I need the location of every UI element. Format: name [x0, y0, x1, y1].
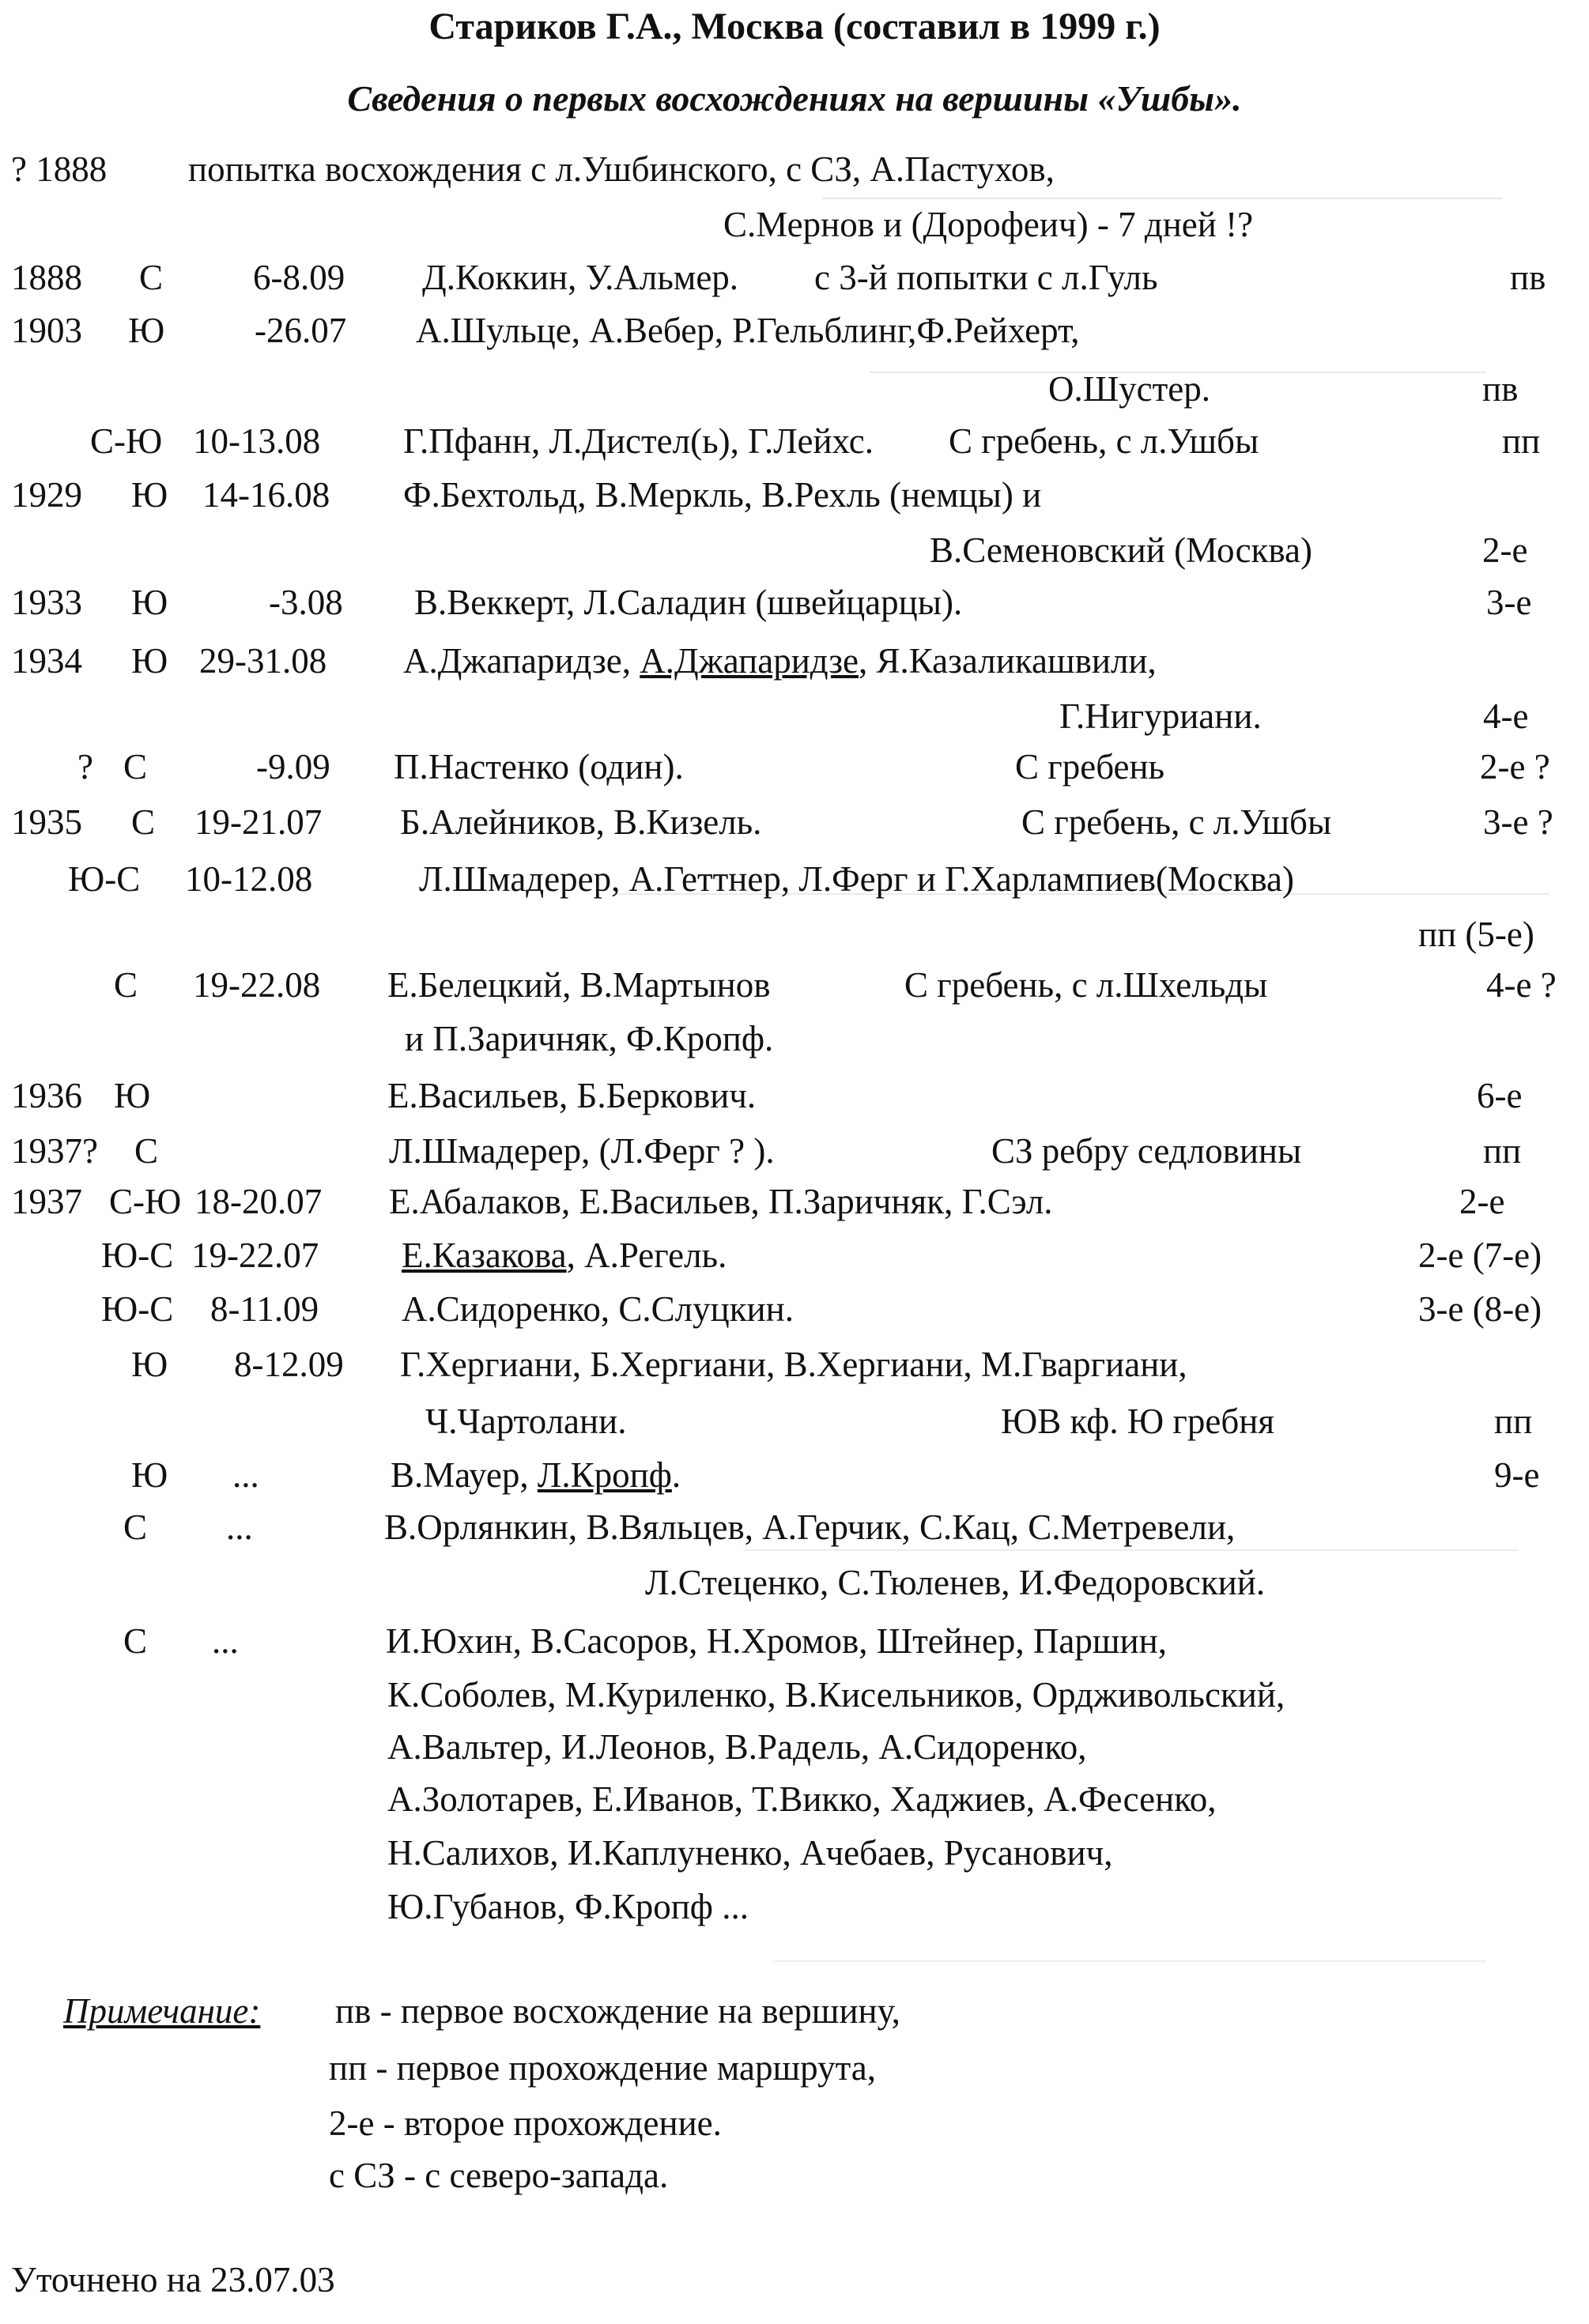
entry-names: и П.Заричняк, Ф.Кропф.	[405, 1019, 774, 1058]
footer-row	[0, 2259, 1589, 2310]
entry-route: С гребень, с л.Ушбы	[1021, 802, 1332, 842]
entry-route: ЮВ кф. Ю гребня	[1001, 1402, 1275, 1441]
entry-direction: С	[134, 1131, 159, 1171]
document-subtitle: Сведения о первых восхождениях на вершины «Ушбы».	[347, 78, 1242, 119]
note-label: Примечание:	[63, 1991, 261, 2031]
entry-names: И.Юхин, В.Сасоров, Н.Хромов, Штейнер, Паршин,	[386, 1621, 1167, 1661]
entry-names: Г.Пфанн, Л.Дистел(ь), Г.Лейхс.	[403, 421, 874, 461]
entry-row	[0, 1832, 1589, 1883]
entry-names	[403, 640, 1157, 681]
entry-year: 1933	[11, 583, 82, 622]
underlined-name: Л.Кропф	[537, 1455, 672, 1495]
footer-updated-date: Уточнено на 23.07.03	[11, 2260, 335, 2299]
entry-year: 1937	[11, 1182, 82, 1221]
entry-names: Е.Абалаков, Е.Васильев, П.Заричняк, Г.Сэл.	[389, 1182, 1053, 1221]
entry-names: А.Шульце, А.Вебер, Р.Гельблинг,Ф.Рейхерт,	[416, 311, 1080, 350]
note-row	[0, 2155, 1589, 2205]
entry-direction: Ю-С	[101, 1289, 174, 1329]
entry-mark: пп	[1494, 1402, 1533, 1441]
entry-row	[0, 421, 1589, 471]
entry-year: 1936	[11, 1076, 82, 1115]
entry-names: А.Вальтер, И.Леонов, В.Радель, А.Сидоренко,	[387, 1727, 1087, 1767]
entry-row	[0, 474, 1589, 525]
entry-names-part: А.Джапаридзе,	[403, 641, 640, 681]
entry-direction: С	[114, 965, 138, 1005]
entry-row	[0, 582, 1589, 632]
entry-row	[0, 640, 1589, 691]
entry-row	[0, 149, 1589, 199]
entry-mark: 3-е (8-е)	[1418, 1289, 1542, 1329]
entry-names: Е.Белецкий, В.Мартынов	[387, 965, 771, 1005]
entry-names: Л.Шмадерер, А.Геттнер, Л.Ферг и Г.Харлампиев(Москва)	[419, 859, 1294, 899]
entry-names: Б.Алейников, В.Кизель.	[400, 802, 762, 842]
entry-names-part: , Я.Казаликашвили,	[859, 641, 1157, 681]
entry-year: 1888	[11, 258, 82, 297]
entry-route: С гребень	[1015, 747, 1165, 787]
entry-row	[0, 1344, 1589, 1394]
entry-mark: пп	[1502, 421, 1541, 461]
entry-direction: С	[131, 802, 156, 842]
entry-direction: С-Ю	[109, 1182, 182, 1221]
entry-row	[0, 1401, 1589, 1451]
entry-year: 1929	[11, 475, 82, 515]
entry-date: 10-13.08	[193, 421, 321, 461]
entry-row	[0, 1674, 1589, 1725]
entry-row	[0, 802, 1589, 852]
entry-year: 1903	[11, 311, 82, 350]
entry-direction: С-Ю	[90, 421, 163, 461]
entry-names	[391, 1454, 681, 1496]
entry-row	[0, 1181, 1589, 1232]
entry-year: ? 1888	[11, 149, 108, 189]
entry-mark: 2-е	[1459, 1182, 1505, 1221]
entry-direction: Ю	[128, 311, 165, 350]
entry-year: ?	[77, 747, 93, 787]
entry-row	[0, 368, 1589, 419]
entry-row	[0, 257, 1589, 307]
entry-direction: Ю	[131, 1345, 168, 1384]
entry-direction: Ю	[114, 1076, 151, 1115]
entry-names: О.Шустер.	[1048, 369, 1211, 409]
entry-date: 29-31.08	[199, 641, 327, 681]
entry-direction: Ю	[131, 583, 168, 622]
entry-names: Д.Коккин, У.Альмер.	[422, 258, 739, 297]
entry-mark: 2-е ?	[1480, 747, 1550, 787]
entry-direction: С	[123, 1621, 148, 1661]
entry-year: 1935	[11, 802, 82, 842]
entry-direction: Ю	[131, 475, 168, 515]
entry-names: Н.Салихов, И.Каплуненко, Ачебаев, Русанович,	[387, 1833, 1113, 1873]
entry-direction: С	[139, 258, 164, 297]
entry-names: С.Мернов и (Дорофеич) - 7 дней !?	[723, 205, 1254, 244]
entry-date: -3.08	[269, 583, 343, 622]
entry-mark: 9-е	[1494, 1455, 1540, 1495]
entry-year: 1937?	[11, 1131, 98, 1171]
note-row	[0, 2103, 1589, 2153]
entry-names: попытка восхождения с л.Ушбинского, с СЗ, А.Пастухов,	[188, 149, 1055, 189]
note-line: пп - первое прохождение маршрута,	[329, 2048, 877, 2088]
entry-names: П.Настенко (один).	[394, 747, 684, 787]
entry-row	[0, 1507, 1589, 1557]
document-title: Стариков Г.А., Москва (составил в 1999 г.)	[428, 6, 1161, 47]
entry-row	[0, 1620, 1589, 1671]
entry-direction: С	[123, 747, 148, 787]
entry-names: Г.Нигуриани.	[1059, 696, 1262, 736]
entry-row	[0, 1886, 1589, 1937]
entry-row	[0, 310, 1589, 360]
note-line: с СЗ - с северо-запада.	[329, 2156, 669, 2195]
entry-route: с 3-й попытки с л.Гуль	[814, 258, 1158, 297]
entry-names: В.Семеновский (Москва)	[930, 530, 1313, 570]
entry-mark: пв	[1510, 258, 1546, 297]
entry-names: В.Орлянкин, В.Вяльцев, А.Герчик, С.Кац, С.Метревели,	[384, 1507, 1236, 1547]
note-row	[0, 1990, 1589, 2041]
entry-mark: пп (5-е)	[1418, 915, 1534, 954]
entry-names: Ч.Чартолани.	[425, 1402, 627, 1441]
entry-row	[0, 914, 1589, 964]
entry-names: Ю.Губанов, Ф.Кропф ...	[387, 1887, 749, 1926]
entry-date: ...	[212, 1621, 239, 1661]
entry-date: 19-22.07	[191, 1236, 319, 1275]
entry-names: А.Золотарев, Е.Иванов, Т.Викко, Хаджиев, А.Фесенко,	[387, 1779, 1217, 1819]
entry-names: Л.Стеценко, С.Тюленев, И.Федоровский.	[645, 1563, 1266, 1602]
entry-direction: Ю	[131, 641, 168, 681]
entry-row	[0, 1726, 1589, 1777]
entry-row	[0, 746, 1589, 797]
note-line: 2-е - второе прохождение.	[329, 2103, 722, 2143]
entry-direction: С	[123, 1507, 148, 1547]
entry-row	[0, 1288, 1589, 1339]
entry-names: Ф.Бехтольд, В.Меркль, В.Рехль (немцы) и	[403, 475, 1042, 515]
entry-mark: 3-е	[1486, 583, 1532, 622]
entry-date: ...	[232, 1455, 259, 1495]
note-row	[0, 2047, 1589, 2098]
entry-row	[0, 1454, 1589, 1505]
underlined-name: А.Джапаридзе	[640, 641, 859, 681]
entry-date: 14-16.08	[202, 475, 330, 515]
entry-date: -26.07	[255, 311, 347, 350]
entry-route: С гребень, с л.Ушбы	[949, 421, 1259, 461]
entry-direction: Ю-С	[101, 1236, 174, 1275]
entry-row	[0, 1075, 1589, 1126]
entry-row	[0, 858, 1589, 909]
entry-route: С гребень, с л.Шхельды	[904, 965, 1268, 1005]
entry-row	[0, 1779, 1589, 1829]
entry-names-part: , А.Регель.	[566, 1236, 727, 1275]
underlined-name: Е.Казакова	[402, 1236, 567, 1275]
entry-mark: 6-е	[1477, 1076, 1523, 1115]
entry-date: 19-22.08	[193, 965, 321, 1005]
entry-names: Е.Васильев, Б.Беркович.	[387, 1076, 757, 1115]
entry-mark: пв	[1482, 369, 1519, 409]
entry-names: Г.Хергиани, Б.Хергиани, В.Хергиани, М.Гваргиани,	[400, 1345, 1187, 1384]
entry-row	[0, 204, 1589, 255]
entry-row	[0, 696, 1589, 746]
entry-date: 6-8.09	[253, 258, 345, 297]
entry-names: Л.Шмадерер, (Л.Ферг ? ).	[389, 1131, 775, 1171]
entry-names-part: В.Мауер,	[391, 1455, 538, 1495]
entry-mark: 4-е	[1483, 696, 1529, 736]
entry-mark: 4-е ?	[1486, 965, 1557, 1005]
entry-row	[0, 1562, 1589, 1613]
entry-names: А.Сидоренко, С.Слуцкин.	[402, 1289, 794, 1329]
entry-date: 10-12.08	[185, 859, 313, 899]
entry-date: 8-11.09	[210, 1289, 319, 1329]
entry-date: 18-20.07	[194, 1182, 323, 1221]
entry-date: ...	[226, 1507, 253, 1547]
entry-names: В.Веккерт, Л.Саладин (швейцарцы).	[414, 583, 963, 622]
note-line: пв - первое восхождение на вершину,	[335, 1991, 900, 2031]
entry-row	[0, 964, 1589, 1015]
entry-names-part: .	[671, 1455, 681, 1495]
entry-direction: Ю	[131, 1455, 168, 1495]
entry-date: 8-12.09	[234, 1345, 344, 1384]
entry-mark: 2-е	[1482, 530, 1528, 570]
entry-route: СЗ ребру седловины	[991, 1131, 1302, 1171]
entry-mark: пп	[1483, 1131, 1522, 1171]
entry-row	[0, 1235, 1589, 1285]
entry-names	[402, 1235, 727, 1276]
entry-row	[0, 1130, 1589, 1181]
entry-row	[0, 530, 1589, 580]
entry-date: -9.09	[256, 747, 330, 787]
entry-mark: 2-е (7-е)	[1418, 1236, 1542, 1275]
entry-names: К.Соболев, М.Куриленко, В.Кисельников, Ордживольский,	[387, 1675, 1285, 1715]
entry-mark: 3-е ?	[1483, 802, 1553, 842]
entry-row	[0, 1018, 1589, 1069]
entry-year: 1934	[11, 641, 82, 681]
entry-direction: Ю-С	[68, 859, 141, 899]
entry-date: 19-21.07	[194, 802, 323, 842]
